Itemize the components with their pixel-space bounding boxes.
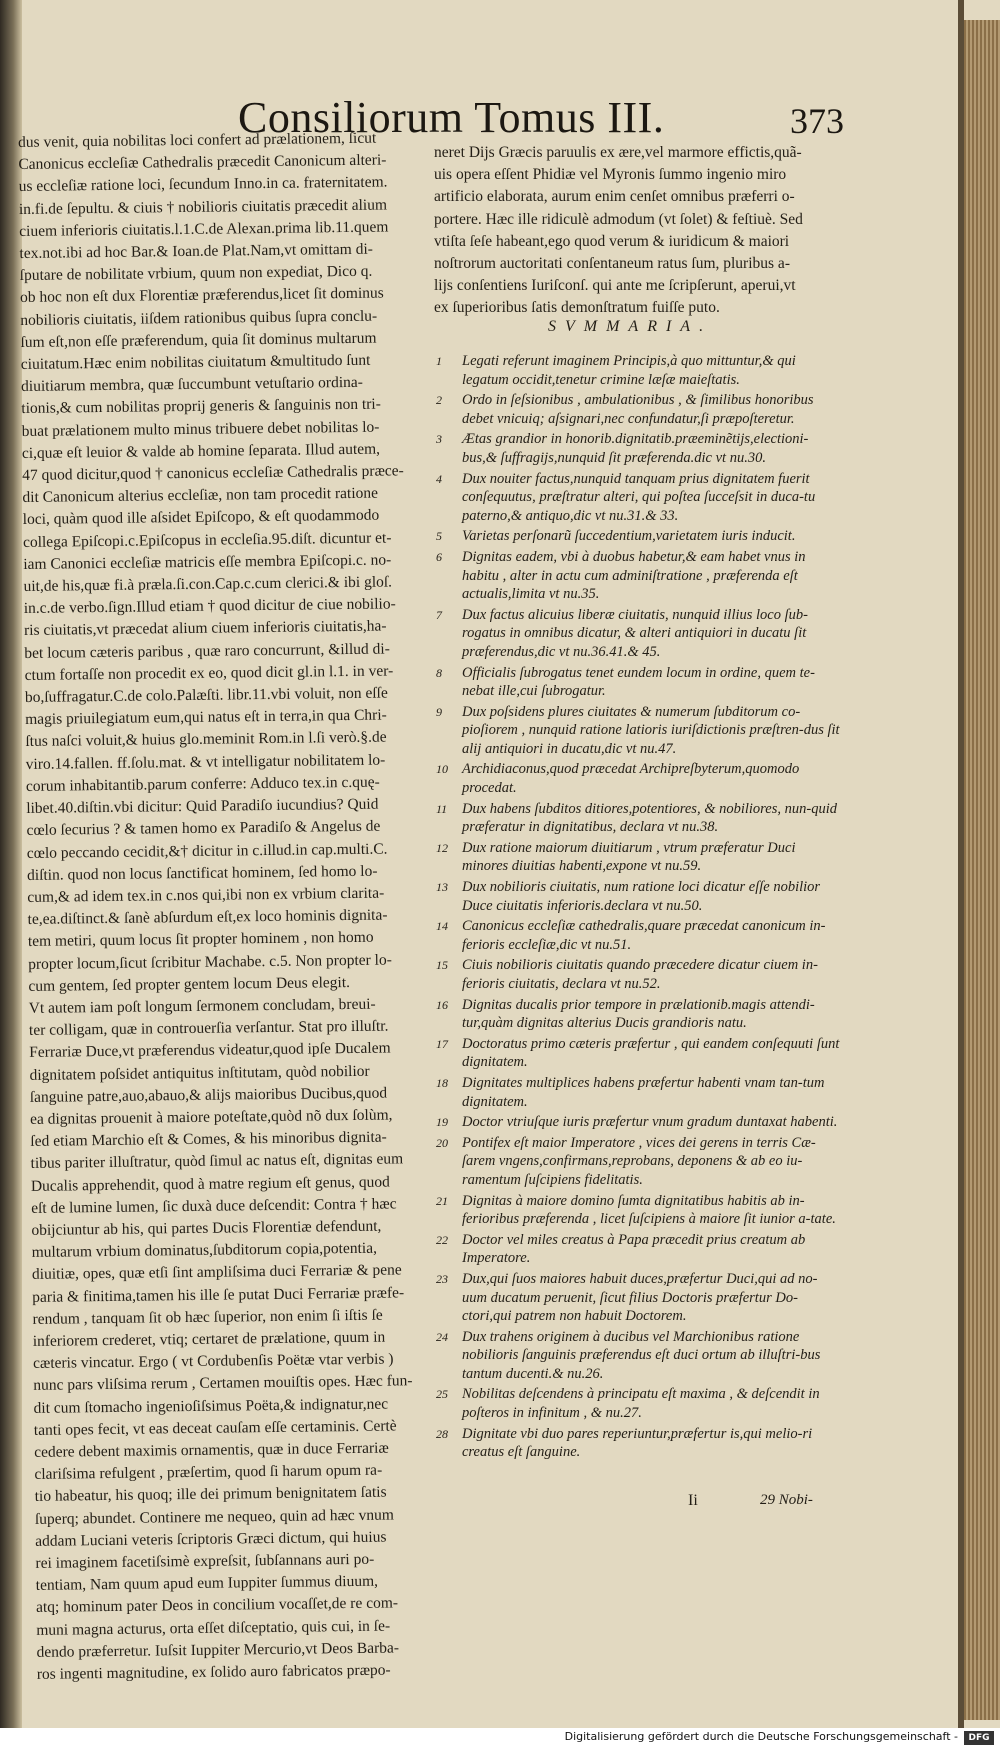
entry-number: 8	[436, 665, 442, 680]
text-line: vtiſta ſeſe habeant,ego quod verum & iuridicum & maiori	[434, 232, 790, 250]
text-line: paria & finitima,tamen his ille ſe putat Duci Ferrariæ præfe-	[32, 1283, 405, 1306]
entry-text: Doctoratus primo cæteris præfertur , qui eandem conſequuti ſunt dignitatem.	[462, 1035, 840, 1071]
text-line: collega Epiſcopi.c.Epiſcopus in eccleſia.95.diſt. dicuntur et-	[22, 529, 392, 551]
text-line: bet locum cæteris paribus , quæ raro concurrunt, &illud di-	[24, 640, 390, 662]
text-line: te,ea.diſtinct.& ſanè abſurdum eſt,ex loco hominis dignita-	[27, 906, 388, 929]
entry-number: 9	[436, 704, 442, 719]
entry-number: 3	[436, 432, 442, 447]
entry-number: 13	[436, 880, 448, 895]
entry-text: Dignitas eadem, vbi à duobus habetur,& eam habet vnus in habitu , alter in actu cum adminiſtratione , præferenda eſt actualis,limita vt nu.35.	[462, 548, 806, 603]
summaria-entry	[432, 470, 842, 526]
entry-number: 14	[436, 919, 448, 934]
text-line: ris ciuitatis,vt præcedat alium ciuem inferioris ciuitatis,ha-	[23, 618, 387, 640]
entry-text: Dux habens ſubditos ditiores,potentiores, & nobiliores, nun-quid præferatur in dignitatibus, declara vt nu.38.	[462, 800, 837, 836]
text-line: eſt de lumine lumen, ſic duxà duce deſcendit: Contra † hæc	[31, 1195, 397, 1217]
text-line: rendum , tanquam ſit ob hæc ſuperior, non enim ſi iſtis ſe	[32, 1306, 383, 1328]
text-line: uis opera eſſent Phidiæ vel Myronis ſummo ingenio miro	[434, 166, 787, 184]
text-line: tibus pariter illuſtratur, quòd ſimul ac natus eſt, dignitas eum	[30, 1150, 404, 1173]
text-line: diuitiarum membra, quæ ſuccumbunt vetuſtario ordina-	[21, 374, 363, 396]
entry-text: Ordo in ſeſsionibus , ambulationibus , & ſimilibus honoribus debet vnicuiq; aſsignari,nec confundatur,ſi præpoſteretur.	[462, 392, 814, 427]
text-line: viro.14.fallen. ff.ſolu.mat. & vt intelligatur nobilitatem lo-	[25, 751, 386, 773]
summaria-entry	[432, 664, 842, 701]
summaria-entry	[432, 606, 842, 662]
text-line: tio habeatur, his quoq; ille dei primum benignitatem ſatis	[34, 1483, 387, 1506]
entry-number: 5	[436, 529, 442, 544]
entry-text: Officialis ſubrogatus tenet eundem locum in ordine, quem te-nebat ille,cui ſubrogatur.	[462, 664, 815, 700]
summaria-entry	[432, 352, 842, 389]
entry-text: Dignitas à maiore domino ſumta dignitatibus habitis ab in-ferioribus præferenda , licet ſuſcipiens à maiore ſit iunior a-tate.	[462, 1192, 836, 1228]
entry-number: 22	[436, 1232, 448, 1247]
entry-text: Doctor vtriuſque iuris præfertur vnum gradum duntaxat habenti.	[462, 1114, 838, 1131]
summaria-heading: SVMMARIA.	[548, 318, 713, 335]
text-line: Ferrariæ Duce,vt præferendus videatur,quod ipſe Ducalem	[29, 1039, 391, 1062]
entry-number: 12	[436, 840, 448, 855]
text-line: iam Canonici eccleſiæ matricis eſſe membra Epiſcopi.c. no-	[23, 551, 392, 573]
text-line: dus venit, quia nobilitas loci confert ad prælationem, ſicut	[18, 129, 377, 151]
summaria-entry	[432, 1113, 842, 1132]
text-line: noſtrorum auctoritati conſentaneum ratus ſum, pluribus a-	[434, 255, 790, 273]
entry-number: 23	[436, 1271, 448, 1286]
entry-number: 4	[436, 471, 442, 486]
text-line: loci, quàm quod ille aſsidet Epiſcopo, & eſt quodammodo	[22, 507, 380, 529]
digitization-footer	[0, 1728, 1000, 1749]
entry-text: Legati referunt imaginem Principis,à quo mittuntur,& qui legatum occidit,tenetur crimine læſæ maieſtatis.	[462, 353, 796, 388]
text-line: artificio elaborata, aurum enim cenſet omnibus præferri o-	[434, 188, 795, 206]
text-line: ciuitatum.Hæc enim nobilitas ciuitatum &multitudo ſunt	[20, 351, 371, 374]
summaria-entry	[432, 1425, 842, 1462]
entry-number: 11	[436, 801, 448, 816]
entry-text: Archidiaconus,quod præcedat Archipreſbyterum,quomodo procedat.	[462, 761, 800, 797]
text-line: tem metiri, quum locus ſit propter hominem , non homo	[27, 929, 374, 951]
summaria-entry	[432, 878, 842, 915]
text-line: Canonicus eccleſiæ Cathedralis præcedit Canonicum alteri-	[18, 151, 387, 174]
entry-number: 2	[436, 393, 442, 408]
entry-number: 15	[436, 958, 448, 973]
entry-number: 19	[436, 1115, 448, 1130]
summaria-entry	[432, 1231, 842, 1268]
summaria-entry	[432, 703, 842, 759]
entry-text: Dignitates multiplices habens præfertur habenti vnam tan-tum dignitatem.	[462, 1074, 825, 1110]
entry-number: 21	[436, 1193, 448, 1208]
entry-number: 17	[436, 1036, 448, 1051]
entry-number: 24	[436, 1329, 448, 1344]
entry-number: 10	[436, 762, 448, 777]
running-title: Consiliorum Tomus III.	[238, 93, 665, 142]
text-line: ter colligam, quæ in controuerſia verſantur. Stat pro illuſtr.	[28, 1017, 389, 1040]
entry-number: 28	[436, 1426, 448, 1441]
entry-text: Dux trahens originem à ducibus vel Marchionibus ratione nobilioris ſanguinis præferendus eſt duci ortum ab illuſtri-bus tantum ducenti.& nu.26.	[462, 1328, 821, 1382]
entry-text: Dux ratione maiorum diuitiarum , vtrum præferatur Duci minores diuitias habenti,expone vt nu.59.	[462, 839, 796, 875]
dfg-logo-icon: DFG	[964, 1731, 994, 1745]
entry-text: Dux poſsidens plures ciuitates & numerum ſubditorum co-pioſiorem , nunquid ratione latioris iuriſdictionis præſtren-dus ſit alij antiquiori in ducatu,dic vt nu.47.	[462, 703, 840, 757]
summaria-entry	[432, 1074, 842, 1111]
text-line: 47 quod dicitur,quod † canonicus eccleſiæ Cathedralis præce-	[22, 462, 404, 485]
entry-number: 18	[436, 1075, 448, 1090]
footer-credit-text: Digitalisierung gefördert durch die Deutsche Forschungsgemeinschaft -	[564, 1730, 958, 1743]
text-line: buat prælationem multo minus tribuere debet nobilitas lo-	[21, 418, 380, 440]
text-line: diuitiæ, opes, quæ etſi ſint ampliſsima duci Ferrariæ & pene	[31, 1261, 402, 1284]
text-line: lijs conſentiens Iuriſconſ. qui ante me ſcripſerunt, aperui,vt	[434, 277, 796, 295]
text-line: portere. Hæc ille ridiculè admodum (vt ſolet) & feſtiuè. Sed	[434, 210, 803, 228]
entry-text: Dignitas ducalis prior tempore in prælationib.magis attendi-tur,quàm dignitas alterius Ducis grandioris natu.	[462, 996, 815, 1032]
text-line: tex.not.ibi ad hoc Bar.& Ioan.de Plat.Nam,vt omittam di-	[19, 240, 373, 263]
text-line: magis priuilegiatum eum,qui natus eſt in terra,in qua Chri-	[25, 706, 387, 729]
summaria-entry	[432, 917, 842, 954]
summaria-entry	[432, 430, 842, 467]
text-line: inferiorem crederet, vtiq; certaret de prælatione, quum in	[32, 1328, 386, 1350]
summaria-entry	[432, 1328, 842, 1384]
entry-number: 20	[436, 1135, 448, 1150]
right-column-text	[434, 142, 842, 320]
text-line: dendo præferretur. Iuſsit Iuppiter Mercurio,vt Deos Barba-	[36, 1639, 400, 1661]
text-line: cæteris vincatur. Ergo ( vt Cordubenſis Poëtæ vtar verbis )	[32, 1350, 394, 1373]
text-line: atq; hominum pater Deos in concilium vocaſſet,de re com-	[35, 1594, 399, 1617]
entry-number: 7	[436, 607, 442, 622]
entry-text: Dignitate vbi duo pares reperiuntur,præfertur is,qui melio-ri creatus eſt ſanguine.	[462, 1425, 813, 1461]
summaria-entry	[432, 996, 842, 1033]
text-line: cœlo ſecurius ? & tamen homo ex Paradiſo & Angelus de	[26, 817, 381, 840]
text-line: neret Dijs Græcis paruulis ex ære,vel marmore effictis,quã-	[434, 144, 802, 161]
entry-text: Ætas grandior in honorib.dignitatib.præeminẽtijs,electioni-bus,& ſuffragijs,nunquid ſit præferenda.dic vt nu.30.	[462, 431, 809, 466]
text-line: ex ſuperioribus ſatis demonſtratum fuiſſe puto.	[434, 299, 720, 317]
text-line: muni magna acturus, orta eſſet diſceptatio, quis cui, in ſe-	[36, 1617, 391, 1639]
entry-text: Pontifex eſt maior Imperatore , vices dei gerens in terris Cæ-ſarem vngens,confirmans,reprobans, deponens & ab eo iu-ramentum ſuſcipiens fidelitatis.	[462, 1134, 816, 1188]
text-line: ſed etiam Marchio eſt & Comes, & his minoribus dignita-	[30, 1128, 387, 1151]
text-line: Ducalis apprehendit, quod à matre regium eſt genus, quod	[30, 1173, 390, 1195]
summaria-entry	[432, 548, 842, 604]
text-line: nobilioris ciuitatis, iiſdem rationibus quibus ſupra conclu-	[20, 307, 378, 329]
summaria-entry	[432, 1035, 842, 1072]
text-line: dit cum ſtomacho ingenioſiſsimus Poëta,& indignatur,nec	[33, 1395, 389, 1417]
text-line: obijciuntur ab his, qui partes Ducis Florentiæ defendunt,	[31, 1217, 382, 1239]
text-line: clariſsima refulgent , præſertim, quod ſi harum opum ra-	[34, 1461, 383, 1484]
text-line: tanti opes fecit, vt eas deceat cauſam eſſe certaminis. Certè	[33, 1417, 397, 1439]
text-line: multarum vrbium dominatus,ſubditorum copia,potentia,	[31, 1239, 378, 1262]
text-line: ea dignitas prouenit à maiore poteſtate,quòd nõ dux ſolùm,	[29, 1106, 393, 1128]
text-line: libet.40.diſtin.vbi dicitur: Quid Paradiſo iucundius? Quid	[26, 795, 379, 818]
summaria-entry	[432, 1270, 842, 1326]
text-line: cedere debent maximis ornamentis, quæ in duce Ferrariæ	[34, 1439, 389, 1461]
signature-mark: Ii	[688, 1492, 698, 1509]
text-line: ctum fortaſſe non procedit ex eo, quod dicit gl.in l.1. in ver-	[24, 662, 394, 684]
entry-text: Canonicus eccleſiæ cathedralis,quare præcedat canonicum in-ferioris eccleſiæ,dic vt nu.51.	[462, 918, 826, 953]
text-line: ros ingenti magnitudine, ex ſolido auro fabricatos præpo-	[36, 1661, 391, 1683]
summaria-entry	[432, 1192, 842, 1229]
text-line: dit Canonicum alterius eccleſiæ, non tam procedit ratione	[22, 484, 379, 507]
page-fore-edge	[964, 20, 1000, 1720]
entry-number: 1	[436, 354, 442, 368]
text-line: Vt autem iam poſt longum ſermonem concludam, breui-	[28, 995, 376, 1017]
text-line: diſtin. quod non locus ſanctificat hominem, ſed homo lo-	[26, 862, 378, 884]
text-line: ob hoc non eſt dux Florentiæ præferendus,licet ſit dominus	[19, 284, 384, 307]
left-column-text	[18, 127, 429, 1686]
summaria-entry	[432, 1385, 842, 1422]
entry-number: 25	[436, 1387, 448, 1402]
text-line: tentiam, Nam quum apud eum Iuppiter ſummus diuum,	[35, 1572, 379, 1595]
text-line: ci,quæ eſt leuior & valde ab homine ſeparata. Illud autem,	[21, 440, 381, 462]
text-line: dignitatem poſsidet antiquitus inſtitutam, quòd nobilior	[29, 1062, 370, 1084]
text-line: in.fi.de ſepultu. & ciuis † nobilioris ciuitatis præcedit alium	[18, 196, 388, 218]
entry-text: Ciuis nobilioris ciuitatis quando præcedere dicatur ciuem in-ferioris ciuitatis, declara vt nu.52.	[462, 957, 818, 992]
entry-text: Varietas perſonarũ ſuccedentium,varietatem iuris inducit.	[462, 528, 796, 545]
text-line: propter locum,ſicut ſcribitur Machabe. c.5. Non propter lo-	[28, 951, 392, 973]
summaria-entry	[432, 527, 842, 546]
summaria-entry	[432, 800, 842, 837]
text-line: nunc pars vliſsima rerum , Certamen mouiſtis opes. Hæc fun-	[33, 1372, 413, 1395]
text-line: ſum eſt,non eſſe præferendum, quia ſit dominus multarum	[20, 329, 377, 351]
text-line: ſtus naſci voluit,& huius glo.meminit Rom.in l.ſi verò.§.de	[25, 729, 387, 751]
text-line: uit,de his,quæ fi.à præla.ſi.con.Cap.c.cum clerici.& ibi gloſ.	[23, 573, 393, 596]
summaria-entry	[432, 839, 842, 876]
entry-number: 6	[436, 549, 442, 564]
text-line: cum,& ad idem tex.in c.nos qui,ibi non ex vrbium clarita-	[27, 884, 385, 906]
entry-text: Dux,qui ſuos maiores habuit duces,præfertur Duci,qui ad no-uum ducatum peruenit, ſicut filius Doctoris præfertur Do-ctori,qui patrem non habuit Doctorem.	[462, 1270, 818, 1325]
text-line: tionis,& cum nobilitas proprij generis & ſanguinis non tri-	[21, 396, 381, 418]
entry-number: 16	[436, 997, 448, 1012]
summaria-entry	[432, 1134, 842, 1190]
entry-text: Dux factus alicuius liberæ ciuitatis, nunquid illius loco ſub-rogatus in omnibus dicatur, & alteri antiquiori in ducatu ſit præferendus,dic vt nu.36.41.& 45.	[462, 606, 808, 660]
summaria-entry	[432, 391, 842, 428]
text-line: ciuem inferioris ciuitatis.l.1.C.de Alexan.prima lib.11.quem	[19, 218, 389, 240]
entry-text: Dux nobilioris ciuitatis, num ratione loci dicatur eſſe nobilior Duce ciuitatis inferioris.declara vt nu.50.	[462, 879, 821, 914]
text-line: rei imaginem facetiſsimè expreſsit, ſubſannans auri po-	[35, 1550, 375, 1572]
summaria-list	[432, 352, 842, 1464]
text-line: us eccleſiæ ratione loci, ſecundum Inno.in ca. fraternitatem.	[18, 173, 388, 196]
catchword: 29 Nobi-	[760, 1492, 813, 1508]
summaria-entry	[432, 760, 842, 797]
summaria-entry	[432, 956, 842, 993]
entry-text: Dux nouiter factus,nunquid tanquam prius dignitatem fuerit conſequutus, præſtratur alteri, qui poſtea ſucceſsit in duca-tu paterno,& antiquo,dic vt nu.31.& 33.	[462, 470, 816, 524]
entry-text: Nobilitas deſcendens à principatu eſt maxima , & deſcendit in poſteros in infinitum , & nu.27.	[462, 1386, 820, 1422]
text-line: ſputare de nobilitate vrbium, quum non expediat, Dico q.	[19, 262, 373, 285]
page-number: 373	[790, 101, 844, 141]
text-line: cœlo peccando cecidit,&† dicitur in c.illud.in cap.multi.C.	[26, 840, 388, 862]
text-line: addam Luciani veteris ſcriptoris Græci dictum, qui huius	[35, 1528, 387, 1550]
text-line: in.c.de verbo.ſign.Illud etiam † quod dicitur de ciue nobilio-	[23, 595, 396, 618]
text-line: corum inhabitantib.parum conferre: Adduco tex.in c.quę-	[25, 773, 380, 795]
entry-text: Doctor vel miles creatus à Papa præcedit prius creatum ab Imperatore.	[462, 1231, 806, 1267]
text-line: cum gentem, ſed propter gentem locum Deus elegit.	[28, 973, 351, 995]
text-line: ſuperq; abundet. Continere me nequeo, quin ad hæc vnum	[34, 1506, 395, 1528]
text-line: bo,ſuffragatur.C.de colo.Palæſti. libr.11.vbi voluit, non eſſe	[24, 684, 388, 707]
text-line: ſanguine patre,auo,abauo,& alijs maioribus Ducibus,quod	[29, 1084, 388, 1106]
